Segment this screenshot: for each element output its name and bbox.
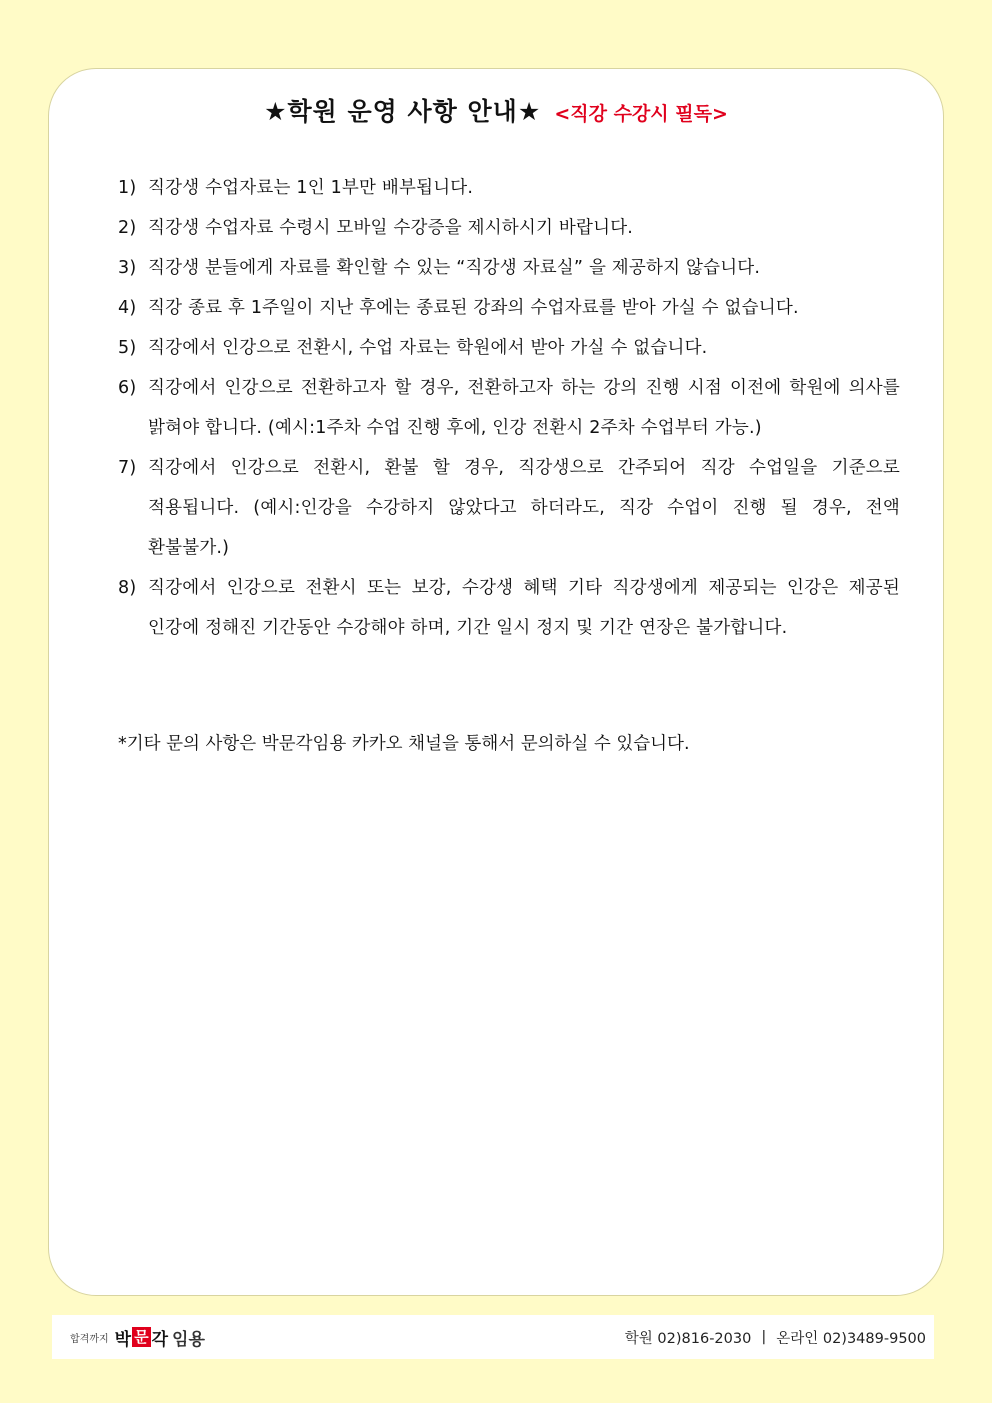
logo-char-highlight: 문 (134, 1328, 149, 1346)
notice-number: 3) (118, 258, 137, 278)
notice-text: 직강생 분들에게 자료를 확인할 수 있는 “직강생 자료실” 을 제공하지 않습니다. (148, 258, 761, 278)
footnote: *기타 문의 사항은 박문각임용 카카오 채널을 통해서 문의하실 수 있습니다. (118, 734, 690, 754)
notice-number: 4) (118, 298, 137, 318)
contact-academy: 학원 02)816-2030 (624, 1330, 752, 1347)
notice-number: 8) (118, 578, 137, 598)
brand (70, 1315, 205, 1359)
logo-word: 임용 (172, 1329, 205, 1350)
notice-text: 직강 종료 후 1주일이 지난 후에는 종료된 강좌의 수업자료를 받아 가실 수 없습니다. (148, 298, 799, 318)
notice-item (118, 208, 900, 248)
notice-item (118, 168, 900, 208)
brand-tagline: 합격까지 (70, 1333, 109, 1345)
contact-online: 온라인 02)3489-9500 (776, 1330, 926, 1347)
notice-item (118, 248, 900, 288)
title-main: ★학원 운영 사항 안내★ (264, 97, 542, 126)
notice-number: 7) (118, 458, 137, 478)
notice-number: 5) (118, 338, 137, 358)
brand-logo (115, 1325, 205, 1350)
notice-item (118, 328, 900, 368)
notice-number: 2) (118, 218, 137, 238)
notice-item (118, 288, 900, 328)
logo-char: 각 (151, 1329, 169, 1350)
contact-info (625, 1315, 926, 1359)
notice-list (118, 168, 900, 648)
notice-item (118, 368, 900, 448)
notice-text: 직강에서 인강으로 전환시, 수업 자료는 학원에서 받아 가실 수 없습니다. (148, 338, 708, 358)
page-title (0, 92, 992, 128)
notice-number: 1) (118, 178, 137, 198)
footer-bar (52, 1315, 934, 1359)
notice-text: 직강에서 인강으로 전환하고자 할 경우, 전환하고자 하는 강의 진행 시점 이전에 학원에 의사를 밝혀야 합니다. (예시:1주차 수업 진행 후에, 인강 전환시 2주차 수업부터 가능.) (148, 378, 900, 438)
contact-separator: | (761, 1329, 767, 1345)
notice-number: 6) (118, 378, 137, 398)
logo-char: 박 (114, 1329, 132, 1350)
notice-text: 직강생 수업자료는 1인 1부만 배부됩니다. (148, 178, 474, 198)
notice-item (118, 568, 900, 648)
title-subtitle: <직강 수강시 필독> (554, 103, 728, 125)
notice-item (118, 448, 900, 568)
notice-text: 직강에서 인강으로 전환시 또는 보강, 수강생 혜택 기타 직강생에게 제공되는 인강은 제공된 인강에 정해진 기간동안 수강해야 하며, 기간 일시 정지 및 기간 연장은 불가합니다. (148, 578, 900, 638)
notice-text: 직강생 수업자료 수령시 모바일 수강증을 제시하시기 바랍니다. (148, 218, 634, 238)
notice-text: 직강에서 인강으로 전환시, 환불 할 경우, 직강생으로 간주되어 직강 수업일을 기준으로 적용됩니다. (예시:인강을 수강하지 않았다고 하더라도, 직강 수업이 진행 될 경우, 전액 환불불가.) (148, 458, 900, 558)
